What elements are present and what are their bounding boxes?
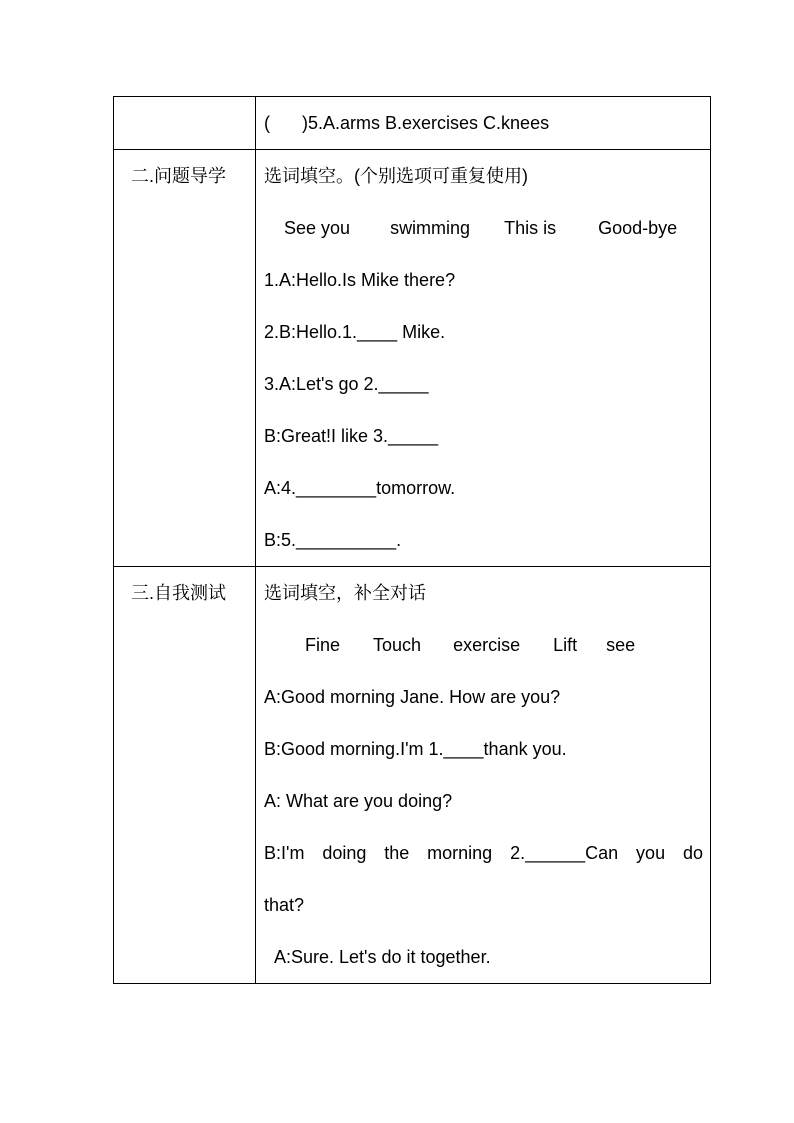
word-option: swimming: [390, 218, 471, 238]
dialogue-line: B:Great!I like 3._____: [264, 426, 439, 446]
dialogue-line: A: What are you doing?: [264, 791, 453, 811]
row2-content-cell: [256, 150, 711, 567]
word-option: exercise: [453, 635, 521, 655]
row-vocabulary: [114, 97, 711, 150]
instruction-2: 选词填空。(个别选项可重复使用): [264, 166, 528, 186]
section-title-2: 二.问题导学: [131, 166, 227, 186]
row3-head-cell: [114, 567, 256, 984]
dialogue-line: that?: [264, 895, 305, 915]
dialogue-line: B:I'm doing the morning 2.______Can you do: [264, 843, 703, 863]
question-5: ( )5.A.arms B.exercises C.knees: [264, 113, 550, 133]
dialogue-line: A:Good morning Jane. How are you?: [264, 687, 561, 707]
word-option: Good-bye: [598, 218, 678, 238]
dialogue-line: 3.A:Let's go 2._____: [264, 374, 429, 394]
dialogue-line: B:Good morning.I'm 1.____thank you.: [264, 739, 567, 759]
word-option: Fine: [305, 635, 341, 655]
word-bank-3: [264, 619, 703, 671]
dialogue-line: A:Sure. Let's do it together.: [274, 947, 491, 967]
word-option: Touch: [373, 635, 422, 655]
instruction-3: 选词填空，补全对话: [264, 583, 426, 603]
dialogue-line: 2.B:Hello.1.____ Mike.: [264, 322, 446, 342]
row3-content-cell: [256, 567, 711, 984]
word-option: Lift: [553, 635, 578, 655]
word-bank-2: [264, 202, 703, 254]
row-guided-learning: [114, 150, 711, 567]
dialogue-line: 1.A:Hello.Is Mike there?: [264, 270, 456, 290]
row2-head-cell: [114, 150, 256, 567]
worksheet-table: [113, 96, 711, 984]
word-option: see: [606, 635, 636, 655]
row1-content-cell: [256, 97, 711, 150]
section-title-3: 三.自我测试: [131, 583, 227, 603]
dialogue-line: B:5.__________.: [264, 530, 402, 550]
row1-head-cell: [114, 97, 256, 150]
dialogue-line: A:4.________tomorrow.: [264, 478, 456, 498]
word-option: See you: [284, 218, 351, 238]
word-option: This is: [504, 218, 557, 238]
row-self-test: [114, 567, 711, 984]
